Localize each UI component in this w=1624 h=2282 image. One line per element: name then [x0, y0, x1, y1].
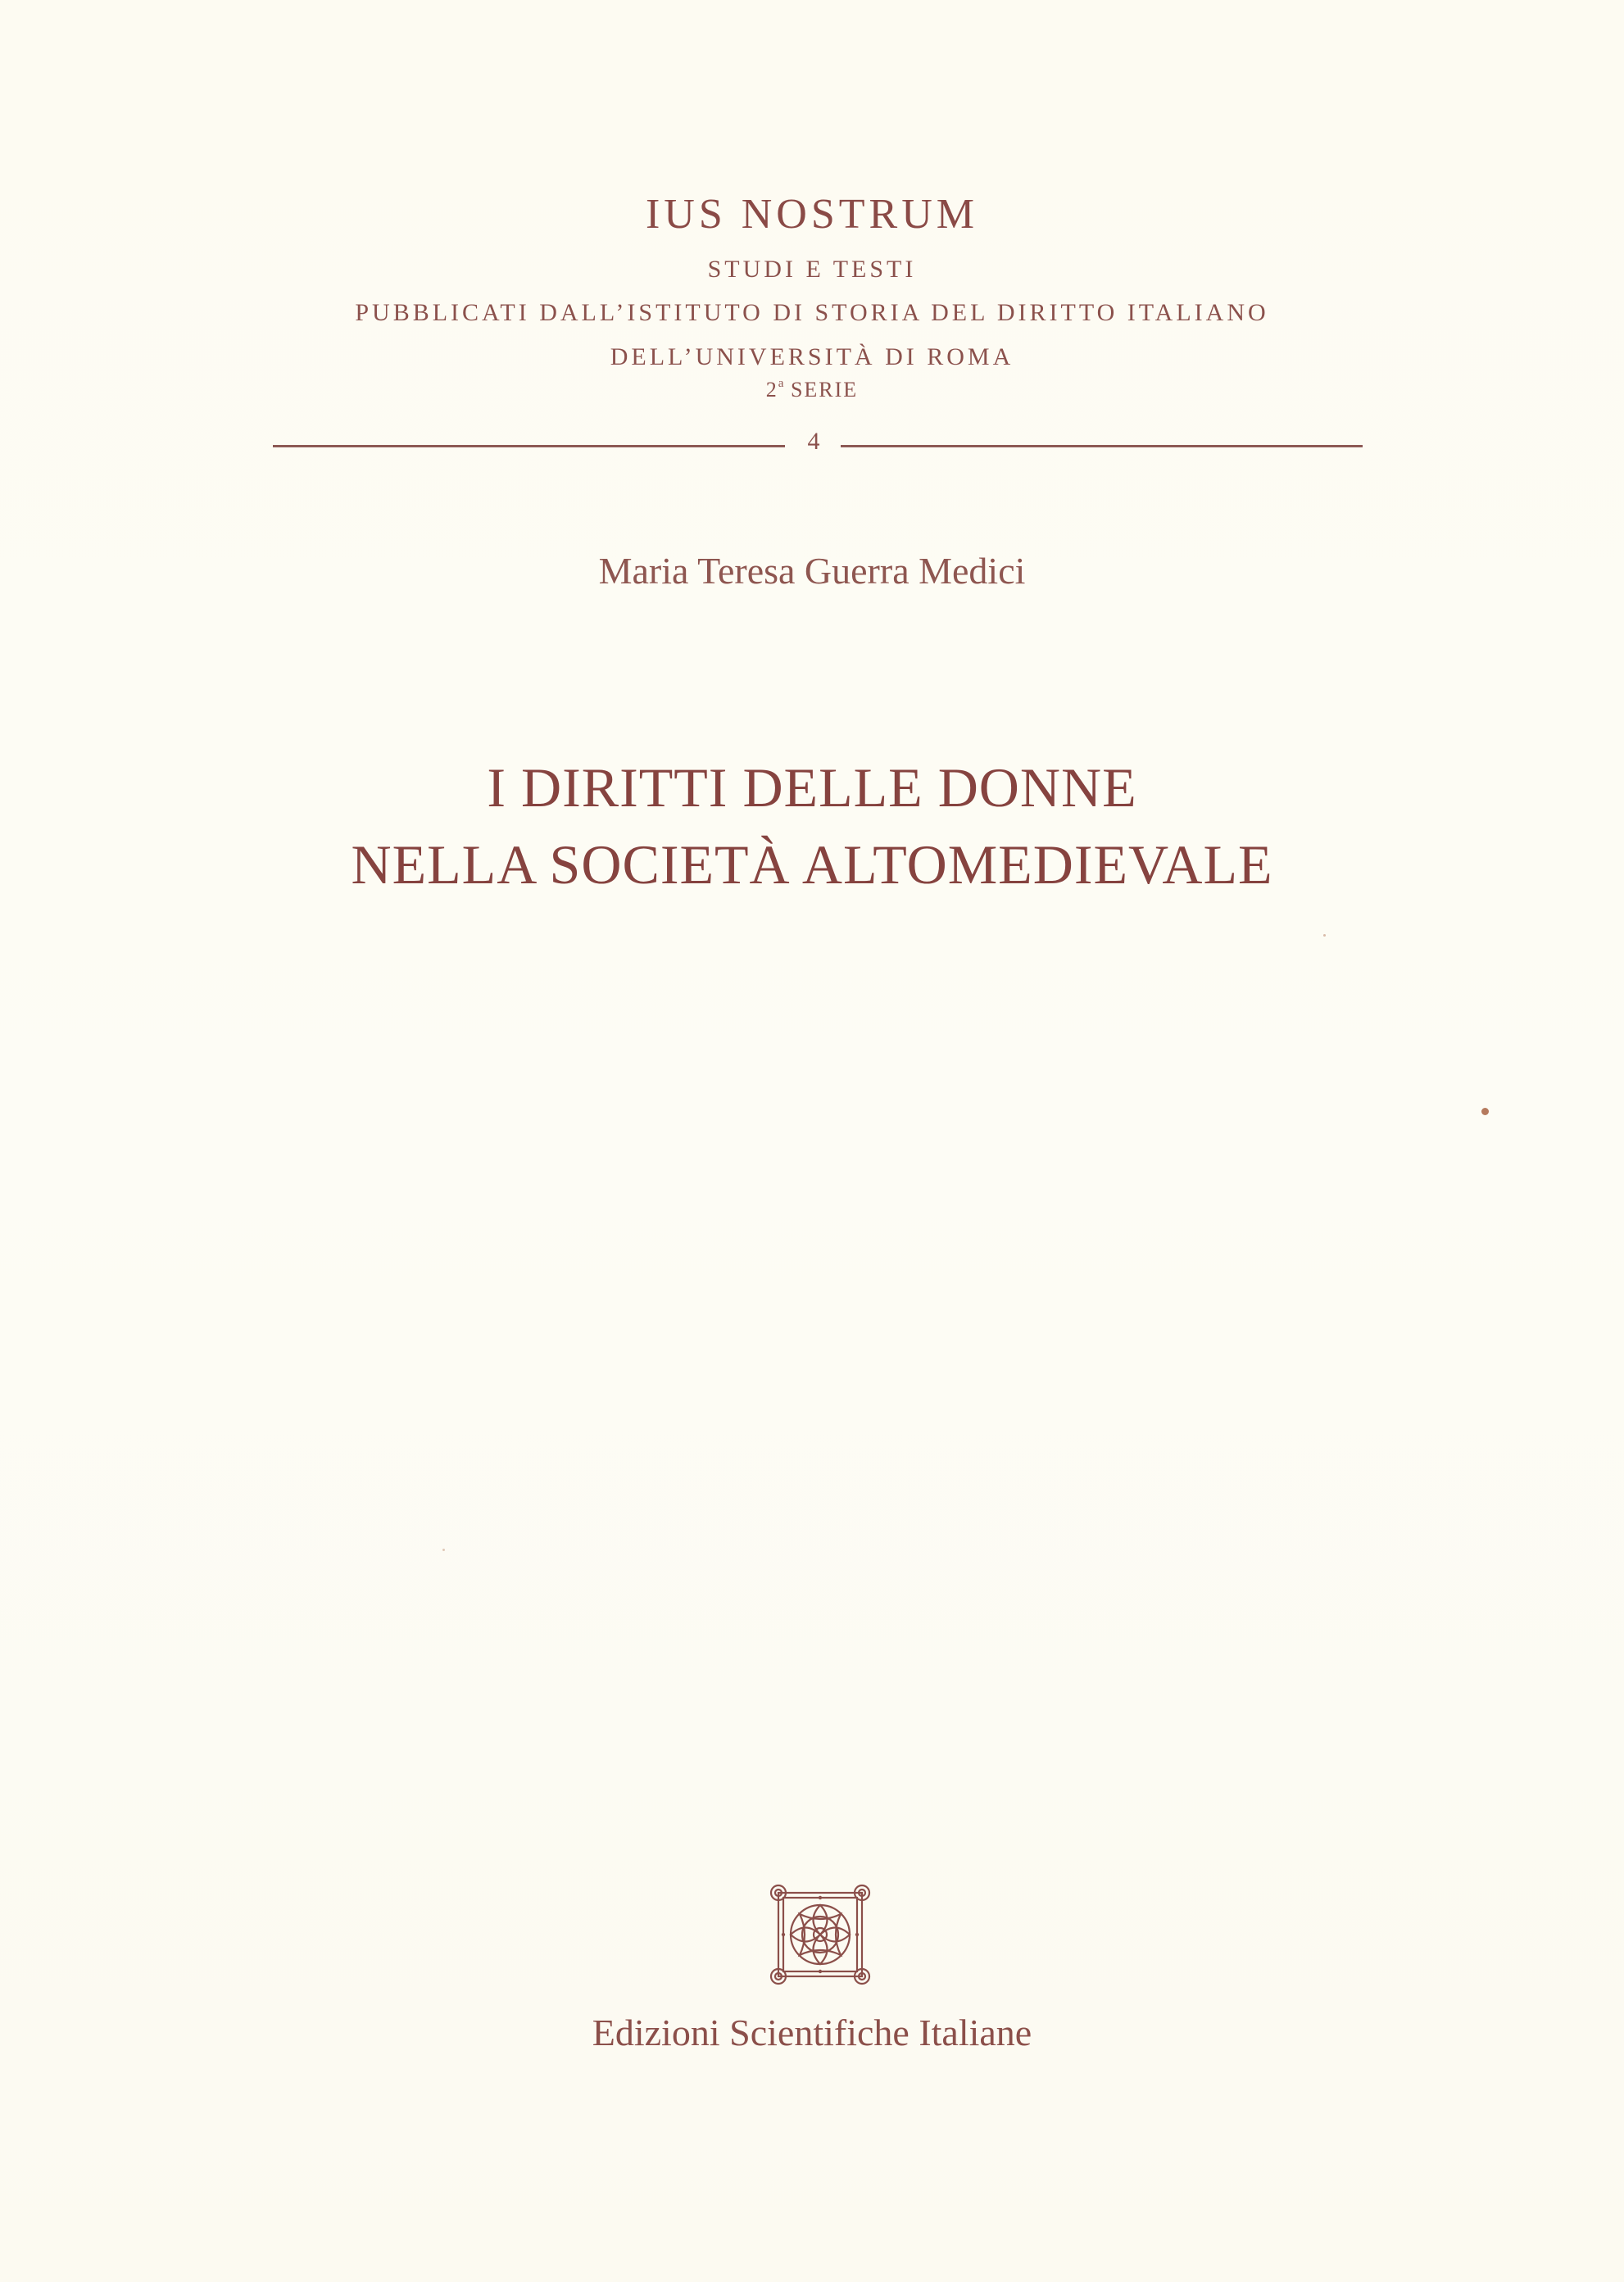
paper-speck [442, 1549, 445, 1551]
series-subtitle: STUDI E TESTI [707, 256, 917, 283]
paper-speck [1323, 934, 1326, 937]
book-title-line-1: I DIRITTI DELLE DONNE [487, 756, 1137, 819]
divider-rule-left [273, 445, 785, 447]
publisher-logo-icon [767, 1881, 873, 1988]
series-publisher-line: PUBBLICATI DALL’ISTITUTO DI STORIA DEL DIRITTO ITALIANO [355, 299, 1269, 326]
divider-rule-right [841, 445, 1363, 447]
series-edition [0, 377, 1624, 402]
publisher-name: Edizioni Scientifiche Italiane [592, 2012, 1032, 2053]
series-edition-superscript: a [778, 377, 784, 390]
series-title: IUS NOSTRUM [645, 191, 979, 238]
series-edition-label: SERIE [790, 378, 859, 402]
book-title-line-2: NELLA SOCIETÀ ALTOMEDIEVALE [351, 833, 1273, 896]
series-university-line: DELL’UNIVERSITÀ DI ROMA [610, 343, 1014, 370]
paper-speck [1481, 1108, 1489, 1115]
volume-divider [273, 428, 1363, 465]
author-name: Maria Teresa Guerra Medici [598, 550, 1026, 592]
volume-number: 4 [807, 428, 820, 455]
series-edition-number: 2 [765, 378, 778, 402]
